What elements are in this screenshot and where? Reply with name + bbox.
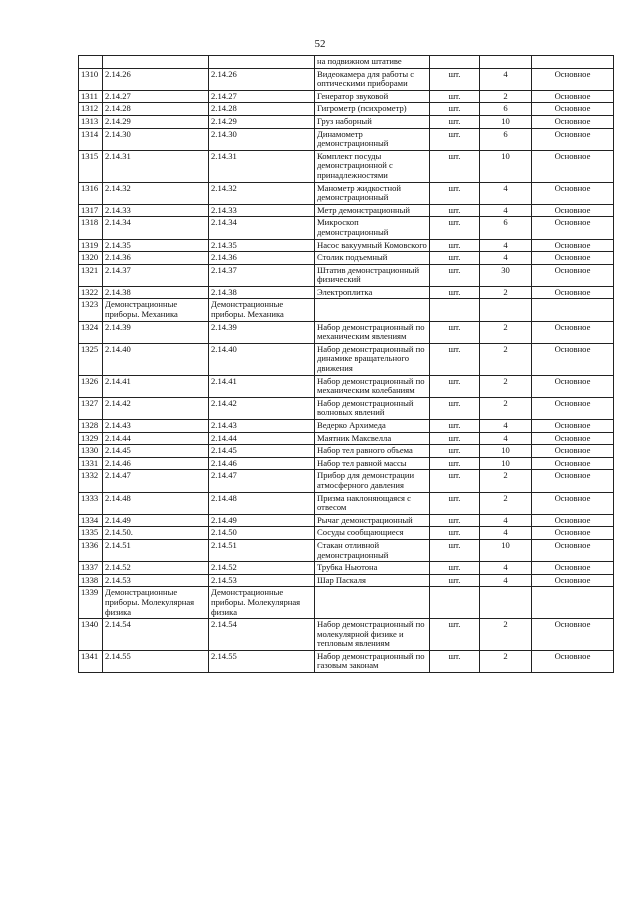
cell-type: Основное bbox=[532, 90, 614, 103]
cell-qty: 4 bbox=[480, 527, 532, 540]
cell-qty: 6 bbox=[480, 103, 532, 116]
cell-unit: шт. bbox=[430, 286, 480, 299]
cell-code: Демонстрационные приборы. Молекулярная физика bbox=[103, 587, 209, 619]
cell-number: 1316 bbox=[79, 182, 103, 204]
cell-number: 1328 bbox=[79, 420, 103, 433]
cell-qty: 2 bbox=[480, 650, 532, 672]
cell-type: Основное bbox=[532, 470, 614, 492]
table-row bbox=[79, 103, 614, 116]
cell-code-2: 2.14.40 bbox=[209, 343, 315, 375]
cell-name: Микроскоп демонстрационный bbox=[315, 217, 430, 239]
page-number: 52 bbox=[314, 38, 326, 50]
cell-name: Набор тел равной массы bbox=[315, 457, 430, 470]
cell-name: Набор демонстрационный по динамике вращательного движения bbox=[315, 343, 430, 375]
cell-code-2: 2.14.32 bbox=[209, 182, 315, 204]
cell-qty: 4 bbox=[480, 252, 532, 265]
table-row bbox=[79, 299, 614, 321]
cell-qty: 10 bbox=[480, 539, 532, 561]
cell-name: Трубка Ньютона bbox=[315, 562, 430, 575]
cell-unit bbox=[430, 299, 480, 321]
cell-code: 2.14.51 bbox=[103, 539, 209, 561]
cell-unit: шт. bbox=[430, 492, 480, 514]
equipment-table-body bbox=[79, 56, 614, 673]
cell-name: Шар Паскаля bbox=[315, 574, 430, 587]
cell-type: Основное bbox=[532, 150, 614, 182]
cell-number: 1337 bbox=[79, 562, 103, 575]
cell-type: Основное bbox=[532, 321, 614, 343]
cell-code: 2.14.36 bbox=[103, 252, 209, 265]
cell-code: 2.14.35 bbox=[103, 239, 209, 252]
cell-code-2: 2.14.55 bbox=[209, 650, 315, 672]
cell-name: Генератор звуковой bbox=[315, 90, 430, 103]
cell-name: Видеокамера для работы с оптическими приборами bbox=[315, 68, 430, 90]
cell-type: Основное bbox=[532, 397, 614, 419]
cell-code: 2.14.30 bbox=[103, 128, 209, 150]
cell-type: Основное bbox=[532, 457, 614, 470]
cell-code: 2.14.45 bbox=[103, 445, 209, 458]
table-row bbox=[79, 128, 614, 150]
cell-code: 2.14.48 bbox=[103, 492, 209, 514]
cell-unit bbox=[430, 56, 480, 69]
cell-code-2: 2.14.39 bbox=[209, 321, 315, 343]
cell-number: 1329 bbox=[79, 432, 103, 445]
cell-code-2: 2.14.29 bbox=[209, 115, 315, 128]
cell-type bbox=[532, 56, 614, 69]
cell-qty: 10 bbox=[480, 115, 532, 128]
cell-unit: шт. bbox=[430, 574, 480, 587]
table-row bbox=[79, 470, 614, 492]
cell-code-2: 2.14.33 bbox=[209, 204, 315, 217]
cell-unit: шт. bbox=[430, 217, 480, 239]
cell-qty: 4 bbox=[480, 514, 532, 527]
cell-number: 1315 bbox=[79, 150, 103, 182]
cell-number: 1334 bbox=[79, 514, 103, 527]
cell-type: Основное bbox=[532, 252, 614, 265]
cell-code-2: 2.14.28 bbox=[209, 103, 315, 116]
cell-name: Маятник Максвелла bbox=[315, 432, 430, 445]
cell-unit: шт. bbox=[430, 239, 480, 252]
table-row bbox=[79, 204, 614, 217]
cell-code: 2.14.26 bbox=[103, 68, 209, 90]
cell-code: 2.14.29 bbox=[103, 115, 209, 128]
cell-number: 1317 bbox=[79, 204, 103, 217]
cell-name: Манометр жидкостной демонстрационный bbox=[315, 182, 430, 204]
cell-number: 1323 bbox=[79, 299, 103, 321]
cell-type: Основное bbox=[532, 128, 614, 150]
cell-code-2: 2.14.34 bbox=[209, 217, 315, 239]
cell-code-2: 2.14.53 bbox=[209, 574, 315, 587]
cell-unit: шт. bbox=[430, 68, 480, 90]
cell-unit: шт. bbox=[430, 420, 480, 433]
cell-qty: 10 bbox=[480, 445, 532, 458]
cell-number: 1332 bbox=[79, 470, 103, 492]
cell-name: Метр демонстрационный bbox=[315, 204, 430, 217]
cell-code: 2.14.47 bbox=[103, 470, 209, 492]
cell-name: Комплект посуды демонстрационной с принадлежностями bbox=[315, 150, 430, 182]
cell-number: 1340 bbox=[79, 619, 103, 651]
cell-name: Набор демонстрационный по механическим явлениям bbox=[315, 321, 430, 343]
cell-qty: 2 bbox=[480, 375, 532, 397]
cell-number: 1310 bbox=[79, 68, 103, 90]
cell-code: 2.14.39 bbox=[103, 321, 209, 343]
cell-code-2: 2.14.27 bbox=[209, 90, 315, 103]
cell-name: Динамометр демонстрационный bbox=[315, 128, 430, 150]
cell-number: 1322 bbox=[79, 286, 103, 299]
cell-code: 2.14.50. bbox=[103, 527, 209, 540]
table-row bbox=[79, 587, 614, 619]
cell-name: Призма наклоняющаяся с отвесом bbox=[315, 492, 430, 514]
cell-name: Набор демонстрационный по молекулярной физике и тепловым явлениям bbox=[315, 619, 430, 651]
cell-unit: шт. bbox=[430, 527, 480, 540]
table-row bbox=[79, 514, 614, 527]
cell-qty: 10 bbox=[480, 457, 532, 470]
cell-name: Столик подъемный bbox=[315, 252, 430, 265]
cell-name: Гигрометр (психрометр) bbox=[315, 103, 430, 116]
cell-qty: 4 bbox=[480, 562, 532, 575]
cell-unit: шт. bbox=[430, 514, 480, 527]
cell-code: Демонстрационные приборы. Механика bbox=[103, 299, 209, 321]
cell-number: 1326 bbox=[79, 375, 103, 397]
table-row bbox=[79, 420, 614, 433]
cell-code: 2.14.27 bbox=[103, 90, 209, 103]
cell-qty: 4 bbox=[480, 182, 532, 204]
table-row bbox=[79, 492, 614, 514]
cell-unit: шт. bbox=[430, 204, 480, 217]
cell-number: 1339 bbox=[79, 587, 103, 619]
equipment-table bbox=[78, 55, 614, 673]
cell-number: 1319 bbox=[79, 239, 103, 252]
cell-unit: шт. bbox=[430, 445, 480, 458]
cell-code-2: 2.14.31 bbox=[209, 150, 315, 182]
cell-unit: шт. bbox=[430, 264, 480, 286]
cell-code: 2.14.32 bbox=[103, 182, 209, 204]
cell-type: Основное bbox=[532, 343, 614, 375]
cell-qty bbox=[480, 587, 532, 619]
cell-type: Основное bbox=[532, 217, 614, 239]
cell-qty: 6 bbox=[480, 128, 532, 150]
cell-code-2: 2.14.43 bbox=[209, 420, 315, 433]
cell-qty bbox=[480, 56, 532, 69]
cell-type: Основное bbox=[532, 204, 614, 217]
cell-type: Основное bbox=[532, 562, 614, 575]
cell-unit: шт. bbox=[430, 103, 480, 116]
cell-qty: 4 bbox=[480, 239, 532, 252]
cell-code-2: 2.14.46 bbox=[209, 457, 315, 470]
table-row bbox=[79, 68, 614, 90]
cell-type: Основное bbox=[532, 445, 614, 458]
table-row bbox=[79, 574, 614, 587]
cell-type: Основное bbox=[532, 420, 614, 433]
cell-code: 2.14.53 bbox=[103, 574, 209, 587]
cell-unit: шт. bbox=[430, 470, 480, 492]
cell-name: Набор демонстрационный волновых явлений bbox=[315, 397, 430, 419]
cell-unit: шт. bbox=[430, 343, 480, 375]
cell-code-2: 2.14.35 bbox=[209, 239, 315, 252]
cell-name: Ведерко Архимеда bbox=[315, 420, 430, 433]
cell-unit: шт. bbox=[430, 457, 480, 470]
cell-qty: 4 bbox=[480, 574, 532, 587]
cell-number bbox=[79, 56, 103, 69]
cell-type: Основное bbox=[532, 68, 614, 90]
cell-code-2: 2.14.45 bbox=[209, 445, 315, 458]
cell-code-2: 2.14.54 bbox=[209, 619, 315, 651]
cell-qty bbox=[480, 299, 532, 321]
cell-name: Штатив демонстрационный физический bbox=[315, 264, 430, 286]
cell-code-2: 2.14.38 bbox=[209, 286, 315, 299]
cell-code-2: 2.14.52 bbox=[209, 562, 315, 575]
cell-unit: шт. bbox=[430, 115, 480, 128]
cell-unit: шт. bbox=[430, 539, 480, 561]
table-row bbox=[79, 286, 614, 299]
cell-name: Рычаг демонстрационный bbox=[315, 514, 430, 527]
cell-number: 1325 bbox=[79, 343, 103, 375]
cell-type: Основное bbox=[532, 103, 614, 116]
cell-type: Основное bbox=[532, 514, 614, 527]
cell-qty: 10 bbox=[480, 150, 532, 182]
cell-type: Основное bbox=[532, 492, 614, 514]
cell-code: 2.14.34 bbox=[103, 217, 209, 239]
table-row-continued bbox=[79, 56, 614, 69]
cell-name: Электроплитка bbox=[315, 286, 430, 299]
cell-code: 2.14.41 bbox=[103, 375, 209, 397]
cell-number: 1336 bbox=[79, 539, 103, 561]
table-row bbox=[79, 343, 614, 375]
cell-code-2: Демонстрационные приборы. Механика bbox=[209, 299, 315, 321]
cell-unit bbox=[430, 587, 480, 619]
cell-unit: шт. bbox=[430, 397, 480, 419]
cell-qty: 6 bbox=[480, 217, 532, 239]
cell-qty: 2 bbox=[480, 286, 532, 299]
cell-number: 1333 bbox=[79, 492, 103, 514]
table-row bbox=[79, 115, 614, 128]
cell-name: на подвижном штативе bbox=[315, 56, 430, 69]
cell-number: 1321 bbox=[79, 264, 103, 286]
cell-type: Основное bbox=[532, 115, 614, 128]
table-row bbox=[79, 239, 614, 252]
cell-type: Основное bbox=[532, 432, 614, 445]
cell-number: 1311 bbox=[79, 90, 103, 103]
cell-code-2: 2.14.49 bbox=[209, 514, 315, 527]
cell-qty: 30 bbox=[480, 264, 532, 286]
cell-type: Основное bbox=[532, 650, 614, 672]
cell-code: 2.14.42 bbox=[103, 397, 209, 419]
cell-code-2 bbox=[209, 56, 315, 69]
table-row bbox=[79, 217, 614, 239]
cell-code-2: 2.14.48 bbox=[209, 492, 315, 514]
cell-number: 1320 bbox=[79, 252, 103, 265]
cell-number: 1314 bbox=[79, 128, 103, 150]
cell-name: Сосуды сообщающиеся bbox=[315, 527, 430, 540]
cell-unit: шт. bbox=[430, 619, 480, 651]
cell-unit: шт. bbox=[430, 650, 480, 672]
table-row bbox=[79, 375, 614, 397]
cell-unit: шт. bbox=[430, 252, 480, 265]
cell-code-2: 2.14.51 bbox=[209, 539, 315, 561]
table-row bbox=[79, 445, 614, 458]
cell-code-2: 2.14.41 bbox=[209, 375, 315, 397]
cell-name: Набор тел равного объема bbox=[315, 445, 430, 458]
cell-code bbox=[103, 56, 209, 69]
table-row bbox=[79, 264, 614, 286]
cell-qty: 4 bbox=[480, 432, 532, 445]
cell-unit: шт. bbox=[430, 321, 480, 343]
cell-code: 2.14.38 bbox=[103, 286, 209, 299]
cell-unit: шт. bbox=[430, 150, 480, 182]
table-row bbox=[79, 539, 614, 561]
cell-qty: 2 bbox=[480, 619, 532, 651]
cell-name: Набор демонстрационный по механическим колебаниям bbox=[315, 375, 430, 397]
table-row bbox=[79, 527, 614, 540]
cell-code-2: 2.14.50 bbox=[209, 527, 315, 540]
cell-qty: 4 bbox=[480, 68, 532, 90]
cell-number: 1312 bbox=[79, 103, 103, 116]
table-row bbox=[79, 457, 614, 470]
cell-code-2: 2.14.37 bbox=[209, 264, 315, 286]
cell-code-2: 2.14.47 bbox=[209, 470, 315, 492]
table-row bbox=[79, 90, 614, 103]
cell-number: 1331 bbox=[79, 457, 103, 470]
cell-name: Прибор для демонстрации атмосферного давления bbox=[315, 470, 430, 492]
cell-qty: 2 bbox=[480, 397, 532, 419]
cell-code-2: 2.14.42 bbox=[209, 397, 315, 419]
cell-type: Основное bbox=[532, 239, 614, 252]
cell-code: 2.14.44 bbox=[103, 432, 209, 445]
cell-number: 1327 bbox=[79, 397, 103, 419]
cell-name: Насос вакуумный Комовского bbox=[315, 239, 430, 252]
cell-qty: 2 bbox=[480, 90, 532, 103]
cell-type: Основное bbox=[532, 574, 614, 587]
cell-type: Основное bbox=[532, 619, 614, 651]
cell-code: 2.14.43 bbox=[103, 420, 209, 433]
table-row bbox=[79, 182, 614, 204]
cell-code-2: 2.14.44 bbox=[209, 432, 315, 445]
table-row bbox=[79, 619, 614, 651]
cell-code: 2.14.31 bbox=[103, 150, 209, 182]
table-row bbox=[79, 650, 614, 672]
cell-code-2: 2.14.36 bbox=[209, 252, 315, 265]
cell-qty: 2 bbox=[480, 492, 532, 514]
cell-unit: шт. bbox=[430, 562, 480, 575]
cell-number: 1338 bbox=[79, 574, 103, 587]
cell-code: 2.14.46 bbox=[103, 457, 209, 470]
cell-code: 2.14.40 bbox=[103, 343, 209, 375]
cell-name bbox=[315, 587, 430, 619]
cell-code-2: 2.14.26 bbox=[209, 68, 315, 90]
cell-type: Основное bbox=[532, 527, 614, 540]
cell-type: Основное bbox=[532, 182, 614, 204]
cell-number: 1318 bbox=[79, 217, 103, 239]
cell-name: Груз наборный bbox=[315, 115, 430, 128]
cell-code: 2.14.54 bbox=[103, 619, 209, 651]
cell-number: 1330 bbox=[79, 445, 103, 458]
cell-type: Основное bbox=[532, 264, 614, 286]
cell-unit: шт. bbox=[430, 432, 480, 445]
cell-type: Основное bbox=[532, 375, 614, 397]
table-row bbox=[79, 432, 614, 445]
cell-qty: 2 bbox=[480, 343, 532, 375]
cell-code: 2.14.55 bbox=[103, 650, 209, 672]
cell-code-2: Демонстрационные приборы. Молекулярная физика bbox=[209, 587, 315, 619]
cell-unit: шт. bbox=[430, 128, 480, 150]
cell-qty: 4 bbox=[480, 420, 532, 433]
cell-qty: 2 bbox=[480, 321, 532, 343]
cell-number: 1313 bbox=[79, 115, 103, 128]
table-row bbox=[79, 397, 614, 419]
cell-number: 1324 bbox=[79, 321, 103, 343]
table-row bbox=[79, 321, 614, 343]
cell-code-2: 2.14.30 bbox=[209, 128, 315, 150]
cell-unit: шт. bbox=[430, 375, 480, 397]
table-row bbox=[79, 562, 614, 575]
cell-code: 2.14.33 bbox=[103, 204, 209, 217]
cell-type bbox=[532, 587, 614, 619]
cell-unit: шт. bbox=[430, 90, 480, 103]
cell-type: Основное bbox=[532, 539, 614, 561]
cell-name: Стакан отливной демонстрационный bbox=[315, 539, 430, 561]
cell-type bbox=[532, 299, 614, 321]
cell-number: 1335 bbox=[79, 527, 103, 540]
cell-code: 2.14.52 bbox=[103, 562, 209, 575]
cell-type: Основное bbox=[532, 286, 614, 299]
cell-code: 2.14.28 bbox=[103, 103, 209, 116]
cell-name bbox=[315, 299, 430, 321]
cell-unit: шт. bbox=[430, 182, 480, 204]
cell-code: 2.14.37 bbox=[103, 264, 209, 286]
cell-code: 2.14.49 bbox=[103, 514, 209, 527]
cell-qty: 4 bbox=[480, 204, 532, 217]
table-row bbox=[79, 252, 614, 265]
cell-number: 1341 bbox=[79, 650, 103, 672]
cell-name: Набор демонстрационный по газовым законам bbox=[315, 650, 430, 672]
table-row bbox=[79, 150, 614, 182]
cell-qty: 2 bbox=[480, 470, 532, 492]
